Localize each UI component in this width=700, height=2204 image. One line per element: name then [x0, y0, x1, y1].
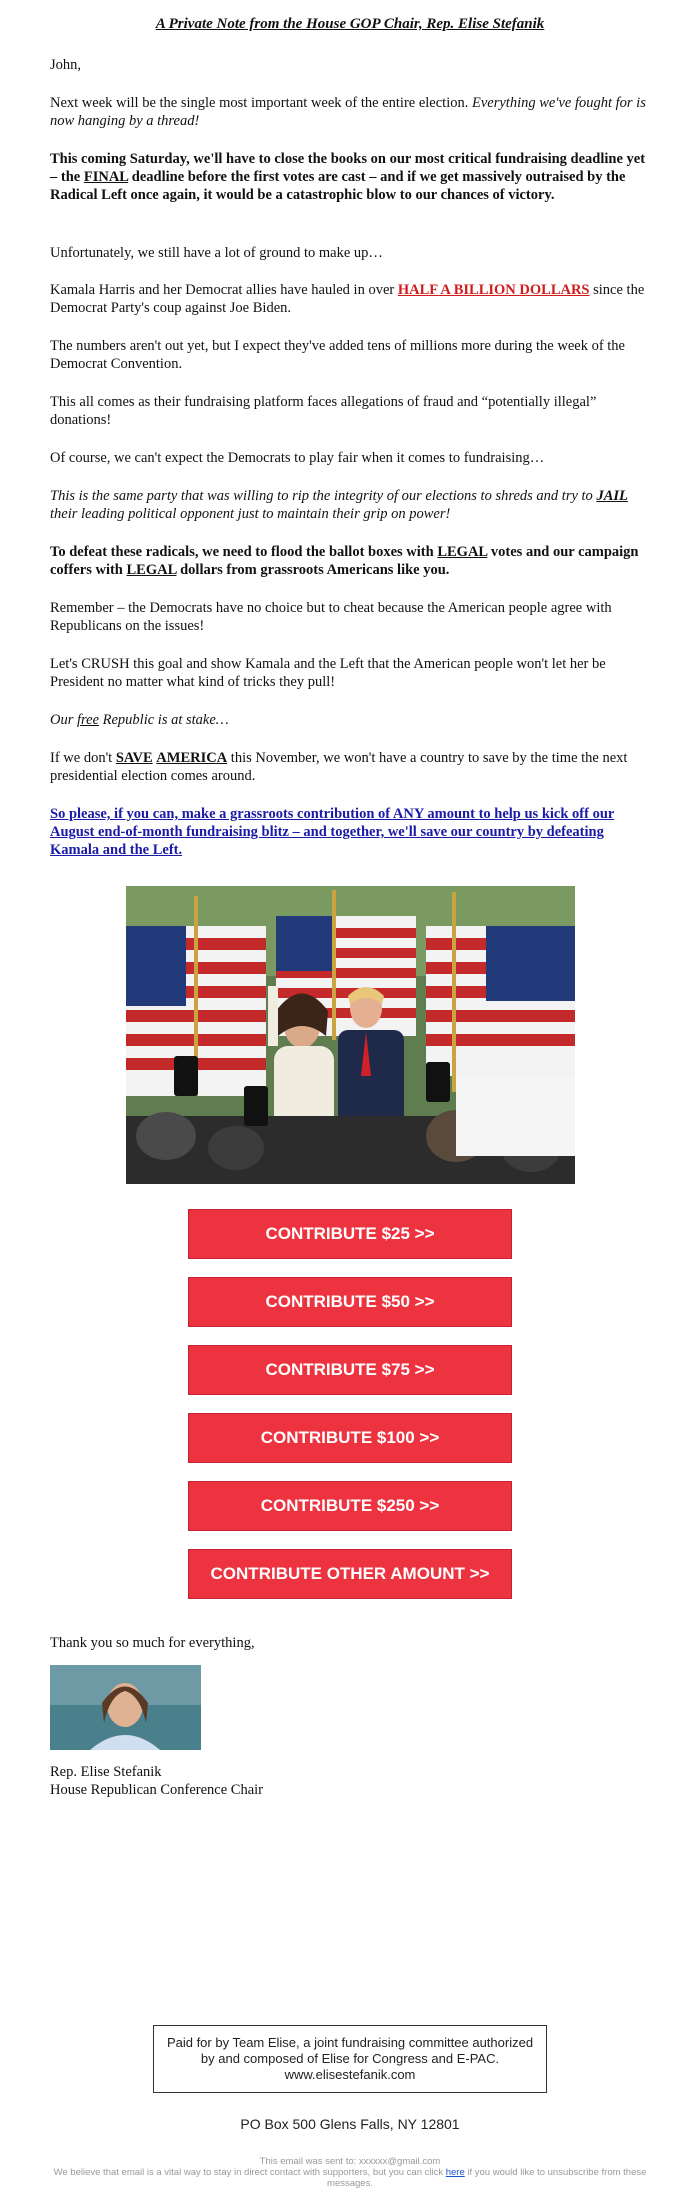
- paragraph-5: The numbers aren't out yet, but I expect they've added tens of millions more during the week of the Democrat Convention.: [50, 338, 625, 372]
- mailing-address: PO Box 500 Glens Falls, NY 12801: [240, 2116, 460, 2132]
- signature-name: Rep. Elise Stefanik: [50, 1764, 162, 1780]
- unsubscribe-link[interactable]: here: [445, 2167, 465, 2178]
- paragraph-12: [50, 711, 650, 729]
- unsubscribe-text: We believe that email is a vital way to stay in direct contact with supporters, but you can click: [53, 2167, 446, 2178]
- p13-text-b: this November, we won't have a country to save by the time the next presidential election comes around.: [50, 750, 628, 784]
- p12-text-b: Republic is at stake…: [99, 712, 229, 728]
- paragraph-3: Unfortunately, we still have a lot of ground to make up…: [50, 245, 383, 261]
- unsubscribe-notice: [40, 2167, 660, 2189]
- p9-text-b: votes and our campaign coffers with: [50, 544, 639, 578]
- p2-final: FINAL: [83, 169, 129, 185]
- p9-legal-2: LEGAL: [126, 562, 177, 578]
- p9-text-c: dollars from grassroots Americans like you.: [176, 562, 450, 578]
- paragraph-11: Let's CRUSH this goal and show Kamala and the Left that the American people won't let her be President no matter what kind of tricks they pull!: [50, 656, 606, 690]
- p1-italic: Everything we've fought for is now hanging by a thread!: [50, 95, 646, 129]
- paragraph-9: [50, 543, 650, 579]
- p8-text: This is the same party that was willing to rip the integrity of our elections to shreds and try to: [50, 488, 597, 504]
- contribute-100-button[interactable]: CONTRIBUTE $100 >>: [188, 1413, 512, 1463]
- contribute-other-button[interactable]: CONTRIBUTE OTHER AMOUNT >>: [188, 1549, 512, 1599]
- p13-america: AMERICA: [156, 750, 228, 766]
- hero-photo: [126, 886, 575, 1184]
- paid-for-disclaimer: Paid for by Team Elise, a joint fundraising committee authorized by and composed of Elise for Congress and E-PAC. www.elisestefanik.com: [153, 2025, 547, 2093]
- p1-text: Next week will be the single most important week of the entire election.: [50, 95, 472, 111]
- email-title: A Private Note from the House GOP Chair, Rep. Elise Stefanik: [155, 16, 545, 32]
- sent-to-notice: This email was sent to: xxxxxx@gmail.com: [259, 2156, 441, 2167]
- unsubscribe-text-b: if you would like to unsubscribe from these messages.: [327, 2167, 647, 2189]
- paragraph-13: [50, 749, 650, 785]
- contribute-50-button[interactable]: CONTRIBUTE $50 >>: [188, 1277, 512, 1327]
- p12-free: free: [77, 712, 100, 728]
- contribute-250-button[interactable]: CONTRIBUTE $250 >>: [188, 1481, 512, 1531]
- contribute-link[interactable]: So please, if you can, make a grassroots contribution of ANY amount to help us kick off our August end-of-month fundraising blitz – and together, we'll save our country by defeating Kamala and the Left.: [50, 806, 615, 858]
- p4-text: Kamala Harris and her Democrat allies have hauled in over: [50, 282, 398, 298]
- p4-highlight: HALF A BILLION DOLLARS: [397, 282, 590, 298]
- p9-text: To defeat these radicals, we need to flood the ballot boxes with: [50, 544, 438, 560]
- signature-headshot: [50, 1665, 201, 1750]
- paragraph-4: [50, 281, 650, 317]
- thank-you-text: Thank you so much for everything,: [50, 1635, 255, 1651]
- paragraph-7: Of course, we can't expect the Democrats to play fair when it comes to fundraising…: [50, 450, 545, 466]
- paragraph-1: [50, 94, 650, 130]
- p13-text: If we don't: [50, 750, 116, 766]
- paragraph-8: [50, 487, 650, 523]
- signature-title: House Republican Conference Chair: [50, 1782, 263, 1798]
- contribute-75-button[interactable]: CONTRIBUTE $75 >>: [188, 1345, 512, 1395]
- p2-text: This coming Saturday, we'll have to close the books on our most critical fundraising deadline yet – the: [50, 151, 646, 185]
- paragraph-10: Remember – the Democrats have no choice but to cheat because the American people agree with Republicans on the issues!: [50, 600, 612, 634]
- greeting: John,: [50, 57, 82, 73]
- contribute-25-button[interactable]: CONTRIBUTE $25 >>: [188, 1209, 512, 1259]
- p2-text-b: deadline before the first votes are cast – and if we get massively outraised by the Radical Left once again, it would be a catastrophic blow to our chances of victory.: [50, 169, 626, 203]
- p8-jail: JAIL: [596, 488, 628, 504]
- paragraph-2: [50, 150, 650, 204]
- paragraph-6: This all comes as their fundraising platform faces allegations of fraud and “potentially illegal” donations!: [50, 394, 597, 428]
- p4-text-b: since the Democrat Party's coup against Joe Biden.: [50, 282, 645, 316]
- p13-save: SAVE: [115, 750, 153, 766]
- p8-text-b: their leading political opponent just to maintain their grip on power!: [50, 506, 451, 522]
- p9-legal-1: LEGAL: [437, 544, 488, 560]
- p12-text: Our: [50, 712, 77, 728]
